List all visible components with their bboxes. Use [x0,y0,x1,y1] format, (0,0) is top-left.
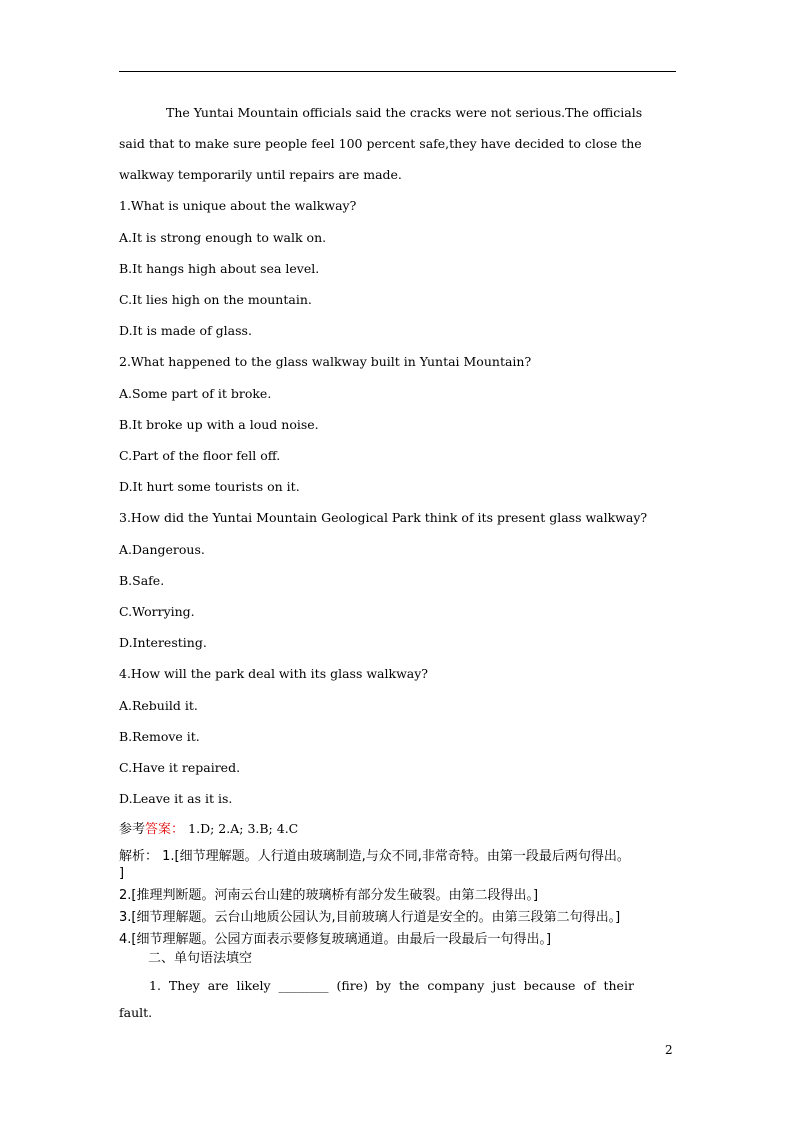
answer-line [119,821,298,838]
fill-blank-question-1-cont: fault. [119,1005,153,1020]
option-4d: D.Leave it as it is. [119,791,233,806]
analysis-line-3: 3.[细节理解题。云台山地质公园认为,目前玻璃人行道是安全的。由第三段第二句得出。] [119,910,621,925]
question-stem-4: 4.How will the park deal with its glass walkway? [119,666,428,681]
passage-line: said that to make sure people feel 100 percent safe,they have decided to close the [119,136,642,151]
option-3a: A.Dangerous. [119,542,205,557]
header-rule [119,71,676,72]
option-3d: D.Interesting. [119,635,207,650]
section-heading: 二、单句语法填空 [148,951,253,966]
option-2a: A.Some part of it broke. [119,386,272,401]
option-1d: D.It is made of glass. [119,323,252,338]
option-3c: C.Worrying. [119,604,195,619]
option-2c: C.Part of the floor fell off. [119,448,281,463]
answer-value: 1.D; 2.A; 3.B; 4.C [188,821,299,836]
passage-line: walkway temporarily until repairs are made. [119,167,402,182]
passage-line: The Yuntai Mountain officials said the cracks were not serious.The officials [166,105,643,120]
fill-blank-question-1: 1. They are likely ________ (fire) by the company just because of their [149,978,634,993]
option-4b: B.Remove it. [119,729,200,744]
analysis-line-1: 解析： 1.[细节理解题。人行道由玻璃制造,与众不同,非常奇特。由第一段最后两句得出。 [119,849,630,864]
option-4c: C.Have it repaired. [119,760,241,775]
option-2b: B.It broke up with a loud noise. [119,417,319,432]
page-number: 2 [665,1043,673,1057]
question-stem-1: 1.What is unique about the walkway? [119,198,357,213]
question-stem-2: 2.What happened to the glass walkway built in Yuntai Mountain? [119,354,532,369]
answer-label: 参考 [119,822,146,837]
analysis-line-4: 4.[细节理解题。公园方面表示要修复玻璃通道。由最后一段最后一句得出。] [119,932,552,947]
analysis-line-2: 2.[推理判断题。河南云台山建的玻璃桥有部分发生破裂。由第二段得出。] [119,888,539,903]
option-1a: A.It is strong enough to walk on. [119,230,327,245]
analysis-line-1-cont: ] [119,866,125,881]
option-3b: B.Safe. [119,573,165,588]
option-1c: C.It lies high on the mountain. [119,292,312,307]
question-stem-3: 3.How did the Yuntai Mountain Geological Park think of its present glass walkway? [119,510,648,525]
answer-label-highlight: 答案： [145,822,185,837]
option-1b: B.It hangs high about sea level. [119,261,320,276]
option-4a: A.Rebuild it. [119,698,198,713]
option-2d: D.It hurt some tourists on it. [119,479,300,494]
